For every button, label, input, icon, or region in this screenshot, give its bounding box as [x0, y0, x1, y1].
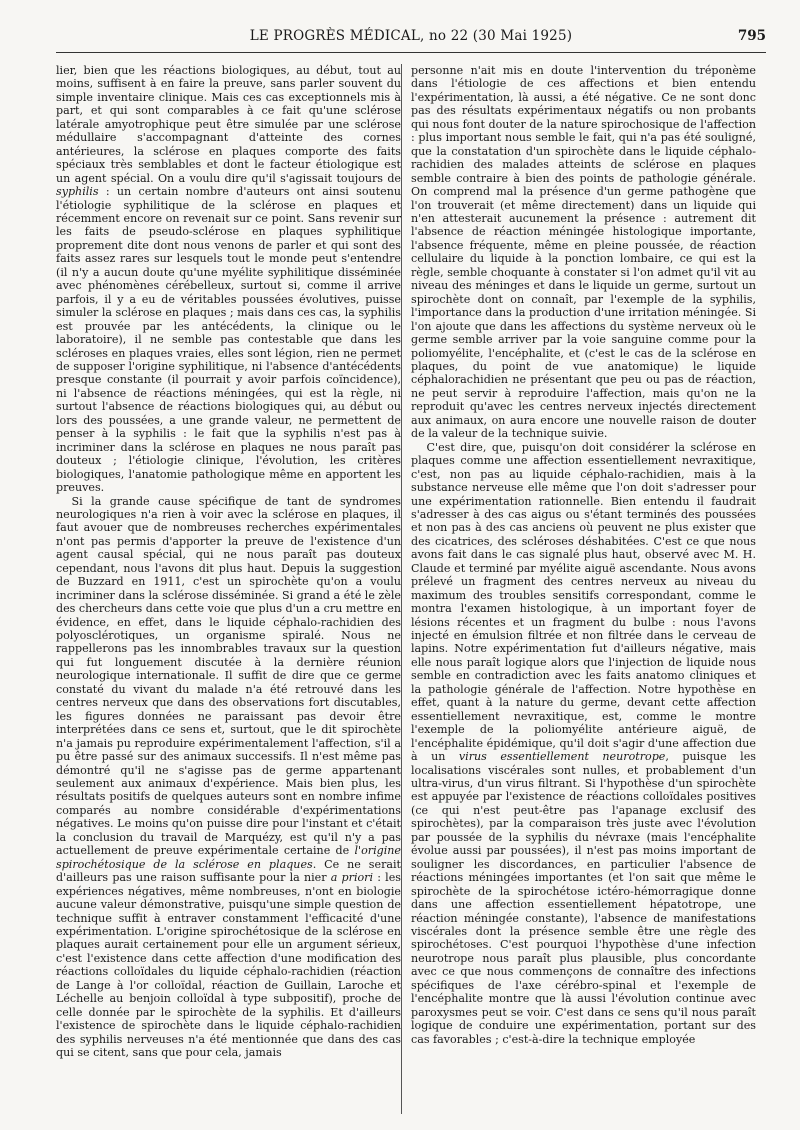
text-run: , puisque les localisations viscérales sont nulles, et probablement d'un ultra-virus, d'un virus filtrant. Si l'hypothèse d'un spirochète est appuyée par l'existence de réactions colloïdales positives (ce qui n'est peut-être pas l'apanage exclusif des spirochètes), par la comparaison très juste avec l'évolution par poussée de la syphilis du névraxe (mais l'encéphalite évolue aussi par poussées), il n'est pas moins important de souligner les discordances, en particulier l'absence de réactions méningées importantes (et l'on sait que même le spirochète de la spirochétose ictéro-hémorragique donne dans une affection essentiellement hépatotrope, une réaction méningée constante), l'absence de manifestations viscérales dont la présence semble être une règle des spirochétoses. C'est pourquoi l'hypothèse d'une infection neurotrope nous paraît plus plausible, plus concordante avec ce que nous commençons de connaître des infections spécifiques de l'axe cérébro-spinal et l'exemple de l'encéphalite montre que là aussi l'évolution continue avec paroxysmes peut se voir. C'est dans ce sens qu'il nous paraît logique de conduire une expérimentation, portant sur des cas favorables ; c'est-à-dire la technique employée	[411, 750, 756, 1046]
emphasis: l'origine spirochétosique de la sclérose en plaques	[56, 844, 401, 871]
paragraph	[411, 441, 756, 1046]
paragraph	[56, 64, 401, 495]
text-run: lier, bien que les réactions biologiques, au début, tout au moins, suffisent à en faire la preuve, sans parler souvent du simple inventaire clinique. Mais ces cas exceptionnels mis à part, et qui sont comparables à ce fait qu'une sclérose latérale amyotrophique peut être simulée par une sclérose médullaire s'accompagnant d'atteinte des cornes antérieures, la sclérose en plaques comporte des faits spéciaux très semblables et dont le facteur étiologique est un agent spécial. On a voulu dire qu'il s'agissait toujours de	[56, 64, 401, 185]
left-column	[56, 64, 401, 1060]
text-run: . Ce ne serait d'ailleurs pas une raison suffisante pour la nier	[56, 857, 401, 885]
emphasis: a priori	[330, 871, 374, 885]
right-column	[411, 64, 756, 1046]
text-run: Si la grande cause spécifique de tant de syndromes neurologiques n'a rien à voir avec la sclérose en plaques, il faut avouer que de nombreuses recherches expérimentales n'ont pas permis d'apporter la preuve de l'existence d'un agent causal spécial, qui ne nous paraît pas douteux cependant, nous l'avons dit plus haut. Depuis la suggestion de Buzzard en 1911, c'est un spirochète qu'on a voulu incriminer dans la sclérose disséminée. Si grand a été le zèle des chercheurs dans cette voie que plus d'un a cru mettre en évidence, en effet, dans le liquide céphalo-rachidien des polyosclérotiques, un organisme spiralé. Nous ne rappellerons pas les innombrables travaux sur la question qui fut longuement discutée à la dernière réunion neurologique internationale. Il suffit de dire que ce germe constaté du vivant du malade n'a été retrouvé dans les centres nerveux que dans des observations fort discutables, les figures données ne paraissant pas devoir être interprétées dans ce sens et, surtout, que le dit spirochète n'a jamais pu reproduire expérimentalement l'affection, s'il a pu être passé sur des animaux successifs. Il n'est même pas démontré qu'il ne s'agisse pas de germe appartenant seulement aux animaux d'expérience. Mais bien plus, les résultats positifs de quelques auteurs sont en nombre infime comparés au nombre considérable d'expérimentations négatives. Le moins qu'on puisse dire pour l'instant et c'était la conclusion du travail de Marquézy, est qu'il n'y a pas actuellement de preuve expérimentale certaine de	[56, 494, 401, 858]
paragraph	[56, 495, 401, 1060]
text-run: C'est dire, que, puisqu'on doit considérer la sclérose en plaques comme une affection essentiellement nevraxitique, c'est, non pas au liquide céphalo-rachidien, mais à la substance nerveuse elle même que l'on doit s'adresser pour une expérimentation rationnelle. Bien entendu il faudrait s'adresser à des cas aigus ou s'étant terminés des poussées et non pas à des cas anciens où peuvent ne plus exister que des cicatrices, des scléroses déshabitées. C'est ce que nous avons fait dans le cas signalé plus haut, observé avec M. H. Claude et terminé par myélite aiguë ascendante. Nous avons prélevé un fragment des centres nerveux au niveau du maximum des troubles sensitifs correspondant, comme le montra l'examen histologique, à un important foyer de lésions récentes et un fragment du bulbe : nous l'avons injecté en émulsion filtrée et non filtrée dans le cerveau de lapins. Notre expérimentation fut d'ailleurs négative, mais elle nous paraît logique alors que l'injection de liquide nous semble en contradiction avec les faits anatomo cliniques et la pathologie générale de l'affection. Notre hypothèse en effet, quant à la nature du germe, devant cette affection essentiellement nevraxitique, est, comme le montre l'exemple de la poliomyélite antérieure aiguë, de l'encéphalite épidémique, qu'il doit s'agir d'une affection due à un	[411, 440, 756, 764]
text-run: : les expériences négatives, même nombreuses, n'ont en biologie aucune valeur démonstrative, puisqu'une simple question de technique suffit à entraver constamment l'efficacité d'une expérimentation. L'origine spirochétosique de la sclérose en plaques aurait certainement pour elle un argument sérieux, c'est l'existence dans cette affection d'une modification des réactions colloïdales du liquide céphalo-rachidien (réaction de Lange à l'or colloïdal, réaction de Guillain, Laroche et Léchelle au benjoin colloïdal à type subpositif), proche de celle donnée par le spirochète de la syphilis. Et d'ailleurs l'existence de spirochète dans le liquide céphalo-rachidien des syphilis nerveuses n'a été mentionnée que dans des cas qui se citent, sans que pour cela, jamais	[56, 871, 401, 1060]
paragraph	[411, 64, 756, 441]
column-divider	[401, 64, 402, 1114]
page-number: 795	[737, 28, 766, 44]
text-run: personne n'ait mis en doute l'intervention du tréponème dans l'étiologie de ces affections et bien entendu l'expérimentation, là aussi, a été négative. Ce ne sont donc pas des résultats expérimentaux négatifs ou non probants qui nous font douter de la nature spirochosique de l'affection : plus important nous semble le fait, qui n'a pas été souligné, que la constatation d'un spirochète dans le liquide céphalo-rachidien des malades atteints de sclérose en plaques semble contraire à bien des points de pathologie générale. On comprend mal la présence d'un germe pathogène que l'on trouverait (et même directement) dans un liquide qui n'en attesterait aucunement la présence : autrement dit l'absence de réaction méningée histologique importante, l'absence fréquente, même en pleine poussée, de réaction cellulaire du liquide à la ponction lombaire, ce qui est la règle, semble choquante à constater si l'on admet qu'il vit au niveau des méninges et dans le liquide un germe, surtout un spirochète dont on connaît, par l'exemple de la syphilis, l'importance dans la production d'une irritation méningée. Si l'on ajoute que dans les affections du système nerveux où le germe semble arriver par la voie sanguine comme pour la poliomyélite, l'encéphalite, et (c'est le cas de la sclérose en plaques, du point de vue anatomique) le liquide céphalorachidien ne présentant que peu ou pas de réaction, ne peut servir à reproduire l'affection, mais qu'on ne la reproduit qu'avec les centres nerveux injectés directement aux animaux, on aura encore une nouvelle raison de douter de la valeur de la technique suivie.	[411, 64, 756, 441]
running-title: LE PROGRÈS MÉDICAL, no 22 (30 Mai 1925)	[249, 28, 573, 44]
emphasis: syphilis	[56, 185, 99, 199]
emphasis: virus essentiellement neurotrope	[458, 750, 666, 764]
text-run: : un certain nombre d'auteurs ont ainsi soutenu l'étiologie syphilitique de la sclérose en plaques et récemment encore on revenait sur ce point. Sans revenir sur les faits de pseudo-sclérose en plaques syphilitique proprement dite dont nous venons de parler et qui sont des faits assez rares sur lesquels tout le monde peut s'entendre (il n'y a aucun doute qu'une myélite syphilitique disséminée avec phénomènes cérébelleux, surtout si, comme il arrive parfois, il y a eu de véritables poussées évolutives, puisse simuler la sclérose en plaques ; mais dans ces cas, la syphilis est prouvée par les antécédents, la clinique ou le laboratoire), il ne semble pas contestable que dans les scléroses en plaques vraies, elles sont légion, rien ne permet de supposer l'origine syphilitique, ni l'absence d'antécédents presque constante (il pourrait y avoir parfois coïncidence), ni l'absence de réactions méningées, qui est la règle, ni surtout l'absence de réactions biologiques qui, au début ou lors des poussées, a une grande valeur, ne permettent de penser à la syphilis : le fait que la syphilis n'est pas à incriminer dans la sclérose en plaques ne nous paraît pas douteux ; l'étiologie clinique, l'évolution, les critères biologiques, l'anatomie pathologique même en apportent les preuves.	[56, 185, 401, 495]
running-header	[56, 26, 766, 53]
